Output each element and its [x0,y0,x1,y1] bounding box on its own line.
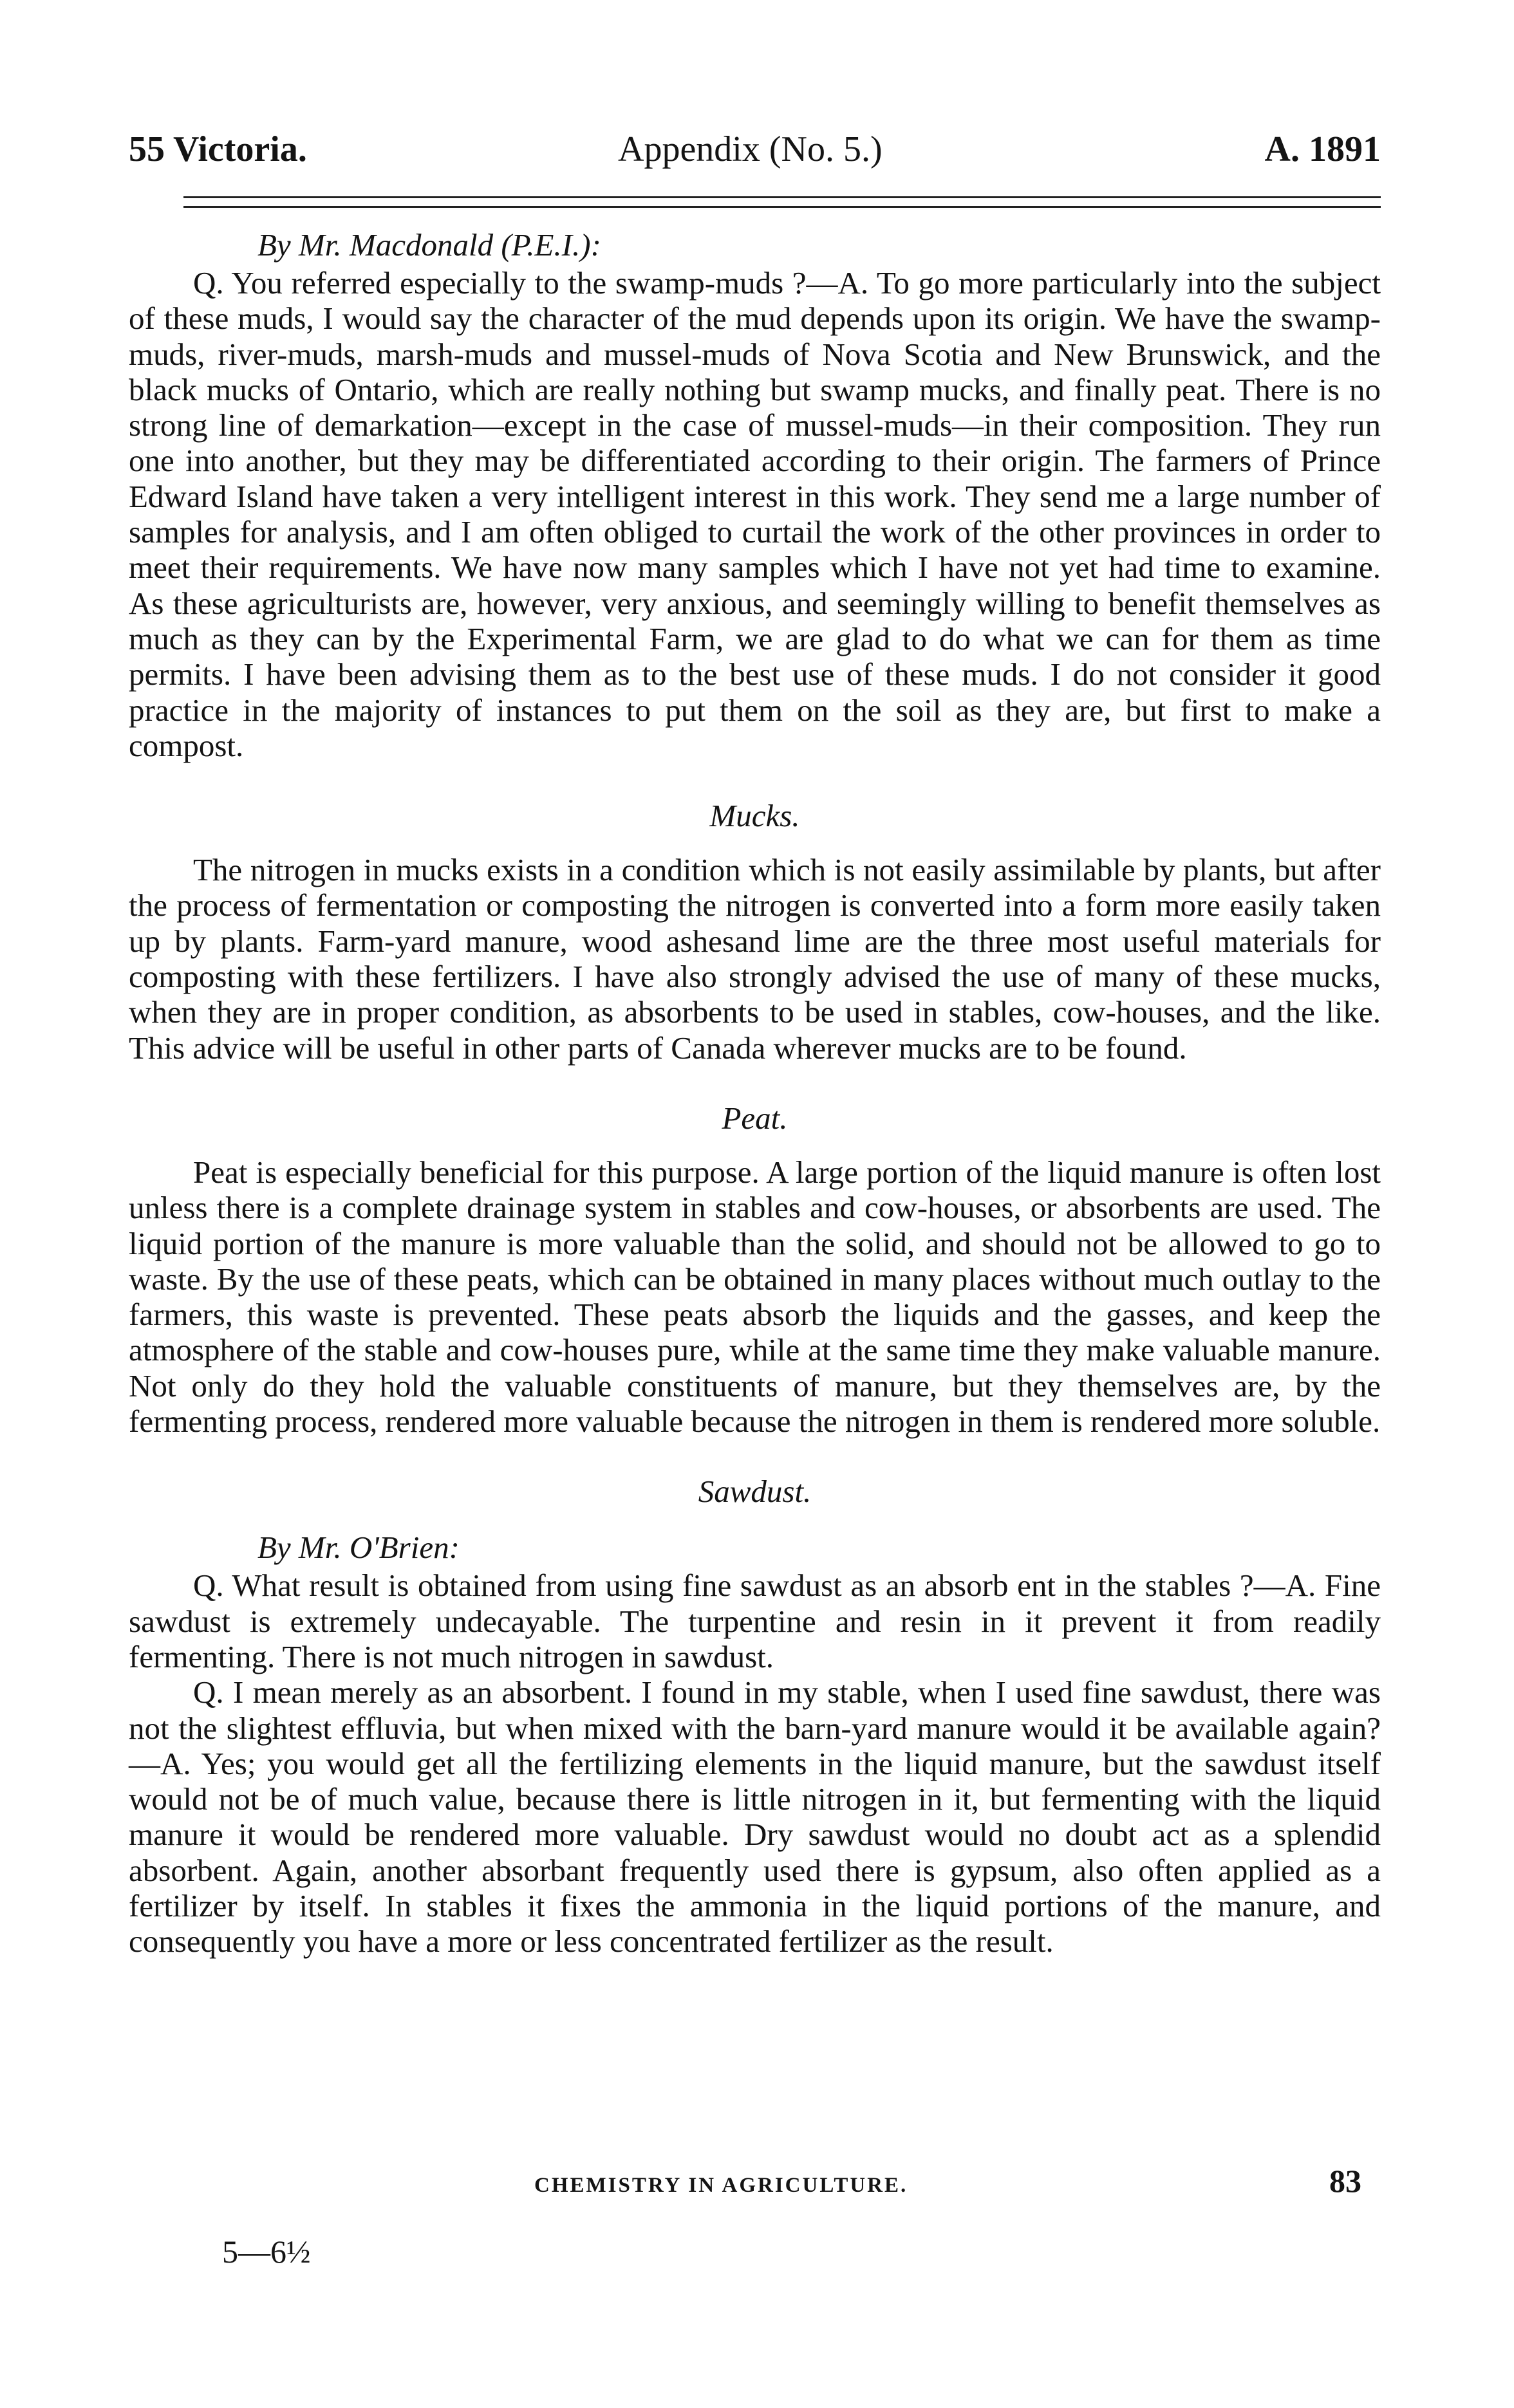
header-appendix: Appendix (No. 5.) [618,129,883,169]
paragraph-sawdust-2: Q. I mean merely as an absorbent. I found in my stable, when I used fine sawdust, there was not the slightest effluvia, but when mixed with the barn-yard manure would it be available again?—A. Yes; you would get all the fertilizing elements in the liquid manure, but the sawdust itself would not be of much value, because there is little nitrogen in it, but fermenting with the liquid manure it would be rendered more valuable. Dry sawdust would no doubt act as a splendid absorbent. Again, another absorbant frequently used there is gypsum, also often applied as a fertilizer by itself. In stables it fixes the ammonia in the liquid portions of the manure, and consequently you have a more or less concentrated fertilizer as the result. [129,1674,1381,1959]
page-header [129,129,1381,187]
speaker-macdonald: By Mr. Macdonald (P.E.I.): [257,227,601,263]
page-body [129,225,1381,1959]
header-rule-bottom [183,206,1381,208]
header-year: A. 1891 [1264,129,1381,169]
paragraph-peat: Peat is especially beneficial for this purpose. A large portion of the liquid manure is often lost unless there is a complete drainage system in stables and cow-houses, or absorbents are used. The liquid portion of the manure is more valuable than the solid, and should not be allowed to go to waste. By the use of these peats, which can be obtained in many places without much outlay to the farmers, this waste is prevented. These peats absorb the liquids and the gasses, and keep the atmosphere of the stable and cow-houses pure, while at the same time they make valuable manure. Not only do they hold the valuable constituents of manure, but they themselves are, by the fermenting process, rendered more valuable because the nitrogen in them is rendered more soluble. [129,1154,1381,1440]
heading-mucks: Mucks. [709,798,800,834]
footer-running-title: CHEMISTRY IN AGRICULTURE. [534,2174,908,2197]
signature-mark: 5—6½ [222,2234,311,2270]
paragraph-mucks: The nitrogen in mucks exists in a condition which is not easily assimilable by plants, but after the process of fermentation or composting the nitrogen is converted into a form more easily taken up by plants. Farm-yard manure, wood ashesand lime are the three most useful materials for composting with these fertilizers. I have also strongly advised the use of many of these mucks, when they are in proper condition, as absorbents to be used in stables, cow-houses, and the like. This advice will be useful in other parts of Canada wherever mucks are to be found. [129,852,1381,1066]
paragraph-swamp-muds: Q. You referred especially to the swamp-muds ?—A. To go more particularly into the subject of these muds, I would say the character of the mud depends upon its origin. We have the swamp-muds, river-muds, marsh-muds and mussel-muds of Nova Scotia and New Brunswick, and the black mucks of Ontario, which are really nothing but swamp mucks, and finally peat. There is no strong line of demarkation—except in the case of mussel-muds—in their composition. They run one into another, but they may be differentiated according to their origin. The farmers of Prince Edward Island have taken a very intelligent interest in this work. They send me a large number of samples for analysis, and I am often obliged to curtail the work of the other provinces in order to meet their requirements. We have now many samples which I have not yet had time to examine. As these agriculturists are, however, very anxious, and seemingly willing to benefit themselves as much as they can by the Experimental Farm, we are glad to do what we can for them as time permits. I have been advising them as to the best use of these muds. I do not consider it good practice in the majority of instances to put them on the soil as they are, but first to make a compost. [129,265,1381,763]
header-rule-top [183,196,1381,198]
paragraph-sawdust-1: Q. What result is obtained from using fine sawdust as an absorb ent in the stables ?—A. Fine sawdust is extremely undecayable. The turpentine and resin in it prevent it from readily fermenting. There is not much nitrogen in sawdust. [129,1568,1381,1674]
speaker-obrien: By Mr. O'Brien: [257,1530,460,1566]
heading-sawdust: Sawdust. [698,1474,812,1510]
page-number: 83 [1329,2163,1361,2199]
heading-peat: Peat. [722,1100,788,1136]
header-session: 55 Victoria. [129,129,307,169]
